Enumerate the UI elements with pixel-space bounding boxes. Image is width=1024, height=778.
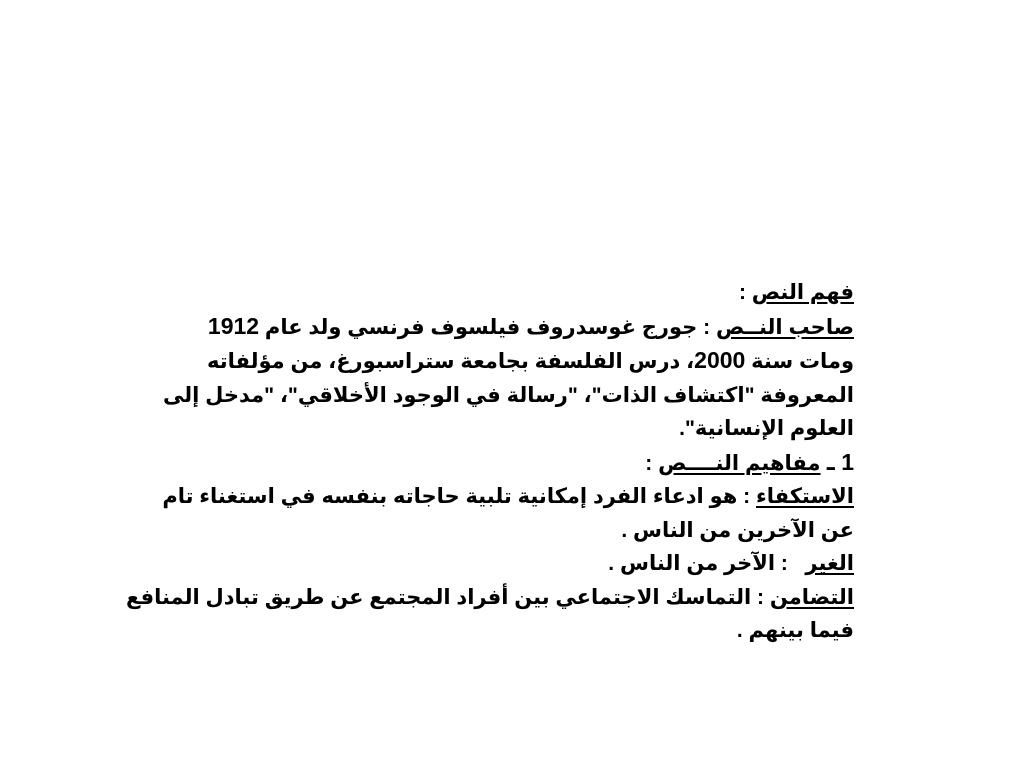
document-body xyxy=(126,276,854,648)
concepts-heading xyxy=(174,446,854,481)
section-heading xyxy=(174,276,854,310)
birth-year: 1912 xyxy=(207,312,260,339)
section-heading-colon: : xyxy=(738,281,752,304)
term-tadamun: التضامن xyxy=(769,585,854,609)
author-line-4 xyxy=(174,412,854,446)
author-text-1: : جورج غوسدروف فيلسوف فرنسي ولد عام xyxy=(259,315,716,339)
death-year: 2000 xyxy=(694,347,746,373)
term-istikfa: الاستكفاء xyxy=(755,485,854,508)
term-tadamun-definition-cont: فيما بينهم . xyxy=(736,619,854,642)
author-label: صاحب النــص xyxy=(715,315,854,339)
term-tadamun-definition: : التماسك الاجتماعي بين أفراد المجتمع عن طريق تبادل المنافع xyxy=(126,585,770,609)
concepts-colon: : xyxy=(645,451,659,475)
author-text-2a: ومات سنة xyxy=(745,350,854,373)
term-istikfa-definition-cont: عن الآخرين من الناس . xyxy=(621,518,854,542)
author-works-end: العلوم الإنسانية". xyxy=(679,417,854,440)
term-istikfa-definition: : هو ادعاء الفرد إمكانية تلبية حاجاته بنفسه في استغناء تام xyxy=(162,485,756,508)
concepts-number: 1 ـ xyxy=(820,448,854,475)
term-istikfa-line-1 xyxy=(162,480,854,514)
author-line-1 xyxy=(174,310,854,345)
author-line-2 xyxy=(174,344,854,379)
term-istikfa-line-2 xyxy=(174,514,854,548)
author-text-2b: ، درس الفلسفة بجامعة ستراسبورغ، من مؤلفاته xyxy=(206,350,695,373)
term-ghayr-definition: : الآخر من الناس . xyxy=(608,552,806,575)
term-tadamun-line-2 xyxy=(174,614,854,648)
term-ghayr: الغير xyxy=(805,552,854,575)
term-tadamun-line-1 xyxy=(126,581,854,615)
author-line-3 xyxy=(162,379,854,413)
concepts-title: مفاهيم النــــص xyxy=(658,451,821,475)
section-heading-title: فهم النص xyxy=(751,281,854,304)
author-works: المعروفة "اكتشاف الذات"، "رسالة في الوجود الأخلاقي"، "مدخل إلى xyxy=(162,383,854,407)
term-ghayr-line xyxy=(174,547,854,581)
